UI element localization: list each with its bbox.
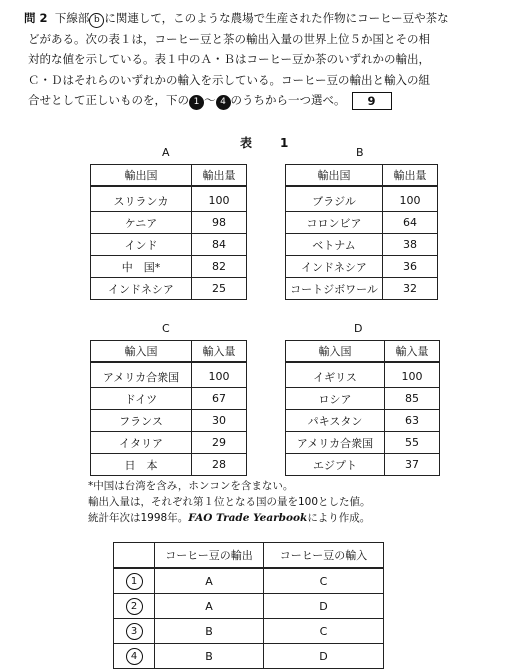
cell-value: 25 (192, 278, 247, 300)
cell-value: 36 (383, 256, 438, 278)
table-row (91, 388, 247, 410)
answer-choices-table (113, 542, 384, 669)
cell-country: コロンビア (286, 212, 383, 234)
choice-number: 1 (126, 573, 143, 590)
cell-value: 55 (385, 432, 440, 454)
answer-choice-row[interactable] (114, 619, 384, 644)
table-row (286, 278, 438, 300)
cell-value: 63 (385, 410, 440, 432)
choice-number-cell (114, 594, 155, 619)
cell-country: スリランカ (91, 186, 192, 212)
table-a-label: A (162, 146, 170, 159)
table-b (285, 164, 438, 300)
choice-import: D (264, 644, 384, 669)
question-line-3: 対的な値を示している。表１中のＡ・Ｂはコーヒー豆か茶のいずれかの輸出， (28, 52, 431, 67)
answer-header-blank (114, 543, 155, 569)
table-row (286, 234, 438, 256)
cell-value: 100 (192, 362, 247, 388)
note-suffix: により作成。 (307, 512, 371, 524)
note-china: *中国は台湾を含み，ホンコンを含まない。 (88, 480, 294, 492)
choice-number-cell (114, 644, 155, 669)
cell-value: 37 (385, 454, 440, 476)
table-d-header-value: 輸入量 (385, 341, 440, 363)
answer-header-import: コーヒー豆の輸入 (264, 543, 384, 569)
table-row (286, 410, 440, 432)
table-row (91, 278, 247, 300)
cell-country: ドイツ (91, 388, 192, 410)
choice-start-number: 1 (189, 95, 204, 110)
cell-value: 84 (192, 234, 247, 256)
note-source (88, 510, 371, 526)
question-text (24, 8, 502, 111)
answer-box[interactable]: 9 (352, 92, 392, 110)
table-c-header-country: 輸入国 (91, 341, 192, 363)
cell-country: イギリス (286, 362, 385, 388)
choice-number: 2 (126, 598, 143, 615)
cell-country: エジプト (286, 454, 385, 476)
choice-number-cell (114, 568, 155, 594)
table-row (91, 212, 247, 234)
source-title: FAO Trade Yearbook (188, 512, 308, 524)
question-text-part: 下線部 (54, 11, 90, 25)
question-text-part: 合せとして正しいものを，下の (28, 93, 189, 108)
table-d-header-country: 輸入国 (286, 341, 385, 363)
cell-value: 100 (192, 186, 247, 212)
table-b-header-country: 輸出国 (286, 165, 383, 187)
table-row (91, 186, 247, 212)
choice-number: 3 (126, 623, 143, 640)
question-line-4: Ｃ・Ｄはそれらのいずれかの輸入を示している。コーヒー豆の輸出と輸入の組 (28, 72, 431, 87)
cell-value: 32 (383, 278, 438, 300)
table-row (286, 432, 440, 454)
question-text-part: に関連して，このような農場で生産された作物にコーヒー豆や茶な (104, 11, 449, 25)
cell-value: 100 (385, 362, 440, 388)
table-b-label: B (356, 146, 364, 159)
table-c (90, 340, 247, 476)
cell-value: 64 (383, 212, 438, 234)
table-row (286, 186, 438, 212)
table-title: 表 1 (240, 136, 297, 150)
table-row (91, 432, 247, 454)
answer-choice-row[interactable] (114, 644, 384, 669)
question-line-2: どがある。次の表１は，コーヒー豆と茶の輸出入量の世界上位５か国とその相 (28, 31, 431, 46)
cell-country: インドネシア (91, 278, 192, 300)
question-text-part: のうちから一つ選べ。 (230, 93, 346, 108)
table-row (91, 256, 247, 278)
choice-export: A (155, 568, 264, 594)
choice-number: 4 (126, 648, 143, 665)
cell-country: ブラジル (286, 186, 383, 212)
cell-country: ロシア (286, 388, 385, 410)
note-year: 統計年次は1998年。 (88, 512, 189, 524)
cell-value: 98 (192, 212, 247, 234)
choice-import: D (264, 594, 384, 619)
choice-export: B (155, 619, 264, 644)
question-line-1 (24, 8, 502, 29)
cell-country: アメリカ合衆国 (286, 432, 385, 454)
cell-country: イタリア (91, 432, 192, 454)
table-row (286, 212, 438, 234)
table-row (286, 362, 440, 388)
choice-number-cell (114, 619, 155, 644)
table-row (286, 256, 438, 278)
cell-country: インドネシア (286, 256, 383, 278)
circled-letter-b: b (89, 13, 104, 28)
table-notes (88, 478, 371, 526)
question-label: 問 2 (24, 11, 48, 25)
table-d (285, 340, 440, 476)
question-line-5 (24, 90, 502, 111)
cell-country: アメリカ合衆国 (91, 362, 192, 388)
answer-choice-row[interactable] (114, 568, 384, 594)
cell-country: インド (91, 234, 192, 256)
choice-export: B (155, 644, 264, 669)
cell-value: 67 (192, 388, 247, 410)
choice-import: C (264, 568, 384, 594)
table-row (91, 410, 247, 432)
cell-country: 中 国* (91, 256, 192, 278)
cell-country: パキスタン (286, 410, 385, 432)
table-row (91, 454, 247, 476)
answer-choice-row[interactable] (114, 594, 384, 619)
table-b-header-value: 輸出量 (383, 165, 438, 187)
cell-country: コートジボワール (286, 278, 383, 300)
question-text-part: 〜 (204, 93, 216, 108)
table-row (91, 234, 247, 256)
table-row (91, 362, 247, 388)
answer-header-export: コーヒー豆の輸出 (155, 543, 264, 569)
table-row (286, 388, 440, 410)
cell-value: 30 (192, 410, 247, 432)
cell-value: 28 (192, 454, 247, 476)
cell-country: ケニア (91, 212, 192, 234)
table-c-header-value: 輸入量 (192, 341, 247, 363)
choice-end-number: 4 (216, 95, 231, 110)
table-d-label: D (354, 322, 363, 335)
note-relative-values: 輸出入量は，それぞれ第１位となる国の量を100とした値。 (88, 496, 371, 508)
table-a (90, 164, 247, 300)
cell-country: フランス (91, 410, 192, 432)
cell-value: 29 (192, 432, 247, 454)
cell-country: ベトナム (286, 234, 383, 256)
choice-import: C (264, 619, 384, 644)
table-a-header-value: 輸出量 (192, 165, 247, 187)
cell-value: 38 (383, 234, 438, 256)
cell-value: 82 (192, 256, 247, 278)
cell-country: 日 本 (91, 454, 192, 476)
choice-export: A (155, 594, 264, 619)
cell-value: 100 (383, 186, 438, 212)
table-row (286, 454, 440, 476)
cell-value: 85 (385, 388, 440, 410)
table-c-label: C (162, 322, 170, 335)
table-a-header-country: 輸出国 (91, 165, 192, 187)
